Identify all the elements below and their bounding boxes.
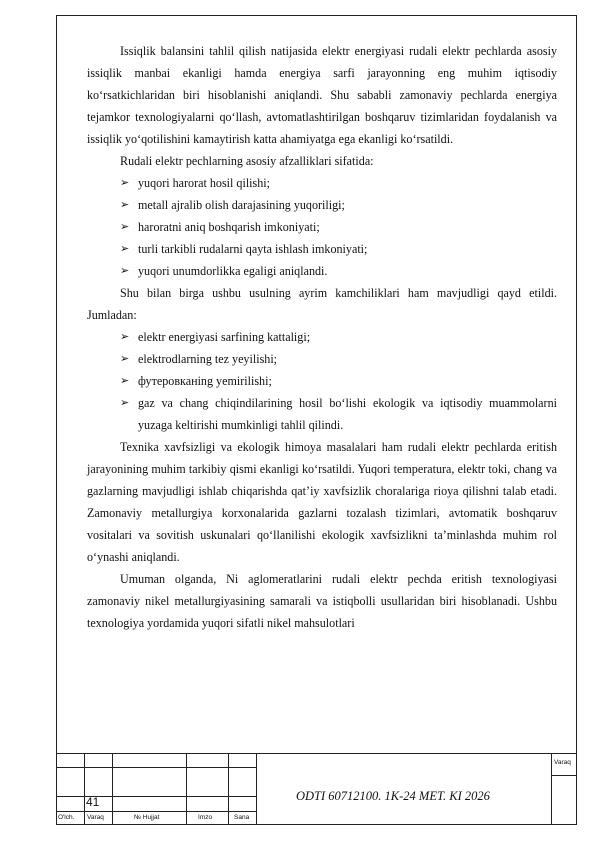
paragraph-1: Issiqlik balansini tahlil qilish natijasida elektr energiyasi rudali elektr pechlarda asosiy issiqlik manbai ekanligi hamda energiya sarfi jarayonning eng muhim iqtisodiy ko‘rsatkichlaridan biri hisoblanishi aniqlandi. Shu sababli zamonaviy pechlarda energiya tejamkor texnologiyalarni qo‘llash, avtomatlashtirilgan boshqaruv tizimlaridan foydalanish va issiqlik yo‘qotilishini kamaytirish katta ahamiyatga ega ekanligi ko‘rsatildi. <box>87 44 557 146</box>
list-item <box>87 172 557 194</box>
col-hujjat: № Hujjat <box>134 814 160 821</box>
col-varaq: Varaq <box>87 814 104 821</box>
col-olch: O'lch. <box>58 814 75 821</box>
list-item-text: футеровканing yemirilishi; <box>138 374 272 388</box>
arrowhead-bullet-icon: ➢ <box>120 331 130 343</box>
arrowhead-bullet-icon: ➢ <box>120 221 130 233</box>
advantages-list <box>87 172 557 282</box>
arrowhead-bullet-icon: ➢ <box>120 199 130 211</box>
list-item-text: gaz va chang chiqindilarining hosil bo‘lishi ekologik va iqtisodiy muammolarni yuzaga keltirishi mumkinligi tahlil qilindi. <box>138 396 557 432</box>
page-number: 41 <box>86 795 100 809</box>
paragraph-3: Shu bilan birga ushbu usulning ayrim kamchiliklari ham mavjudligi qayd etildi. Jumladan: <box>87 286 557 322</box>
document-body <box>87 40 557 634</box>
arrowhead-bullet-icon: ➢ <box>120 375 130 387</box>
list-item <box>87 392 557 436</box>
sheet-label: Varaq <box>554 759 571 766</box>
list-item <box>87 260 557 282</box>
arrowhead-bullet-icon: ➢ <box>120 397 130 409</box>
list-item-text: metall ajralib olish darajasining yuqoriligi; <box>138 198 345 212</box>
title-block-stamp <box>56 753 577 825</box>
list-item-text: haroratni aniq boshqarish imkoniyati; <box>138 220 320 234</box>
list-item-text: turli tarkibli rudalarni qayta ishlash imkoniyati; <box>138 242 368 256</box>
document-code: ODTI 60712100. 1K-24 MET. KI 2026 <box>296 789 490 803</box>
col-sana: Sana <box>234 814 250 821</box>
paragraph-4: Texnika xavfsizligi va ekologik himoya masalalari ham rudali elektr pechlarda eritish jarayonining muhim tarkibiy qismi ekanligi ko‘rsatildi. Yuqori temperatura, elektr toki, chang va gazlarning mavjudligi ishlab chiqarishda qat’iy xavfsizlik choralariga rioya qilishni talab etadi. Zamonaviy metallurgiya korxonalarida gazlarni tozalash tizimlari, avtomatik boshqaruv vositalari va sovitish uskunalari qo‘llanilishi ekologik xavfsizlikni ta’minlashda muhim rol o‘ynashi aniqlandi. <box>87 440 557 564</box>
arrowhead-bullet-icon: ➢ <box>120 243 130 255</box>
disadvantages-list <box>87 326 557 436</box>
col-imzo: Imzo <box>198 814 213 821</box>
list-item-text: yuqori unumdorlikka egaligi aniqlandi. <box>138 264 328 278</box>
list-item-text: yuqori harorat hosil qilishi; <box>138 176 271 190</box>
list-item <box>87 238 557 260</box>
list-item <box>87 216 557 238</box>
list-item <box>87 370 557 392</box>
list-item-text: elektrodlarning tez yeyilishi; <box>138 352 278 366</box>
list-item-text: elektr energiyasi sarfining kattaligi; <box>138 330 311 344</box>
arrowhead-bullet-icon: ➢ <box>120 265 130 277</box>
list-item <box>87 348 557 370</box>
list-item <box>87 326 557 348</box>
list-item <box>87 194 557 216</box>
paragraph-2: Rudali elektr pechlarning asosiy afzalliklari sifatida: <box>120 154 374 168</box>
arrowhead-bullet-icon: ➢ <box>120 353 130 365</box>
arrowhead-bullet-icon: ➢ <box>120 177 130 189</box>
paragraph-5: Umuman olganda, Ni aglomeratlarini rudali elektr pechda eritish texnologiyasi zamonaviy nikel metallurgiyasining samarali va istiqbolli usullaridan biri hisoblanadi. Ushbu texnologiya yordamida yuqori sifatli nikel mahsulotlari <box>87 572 557 630</box>
